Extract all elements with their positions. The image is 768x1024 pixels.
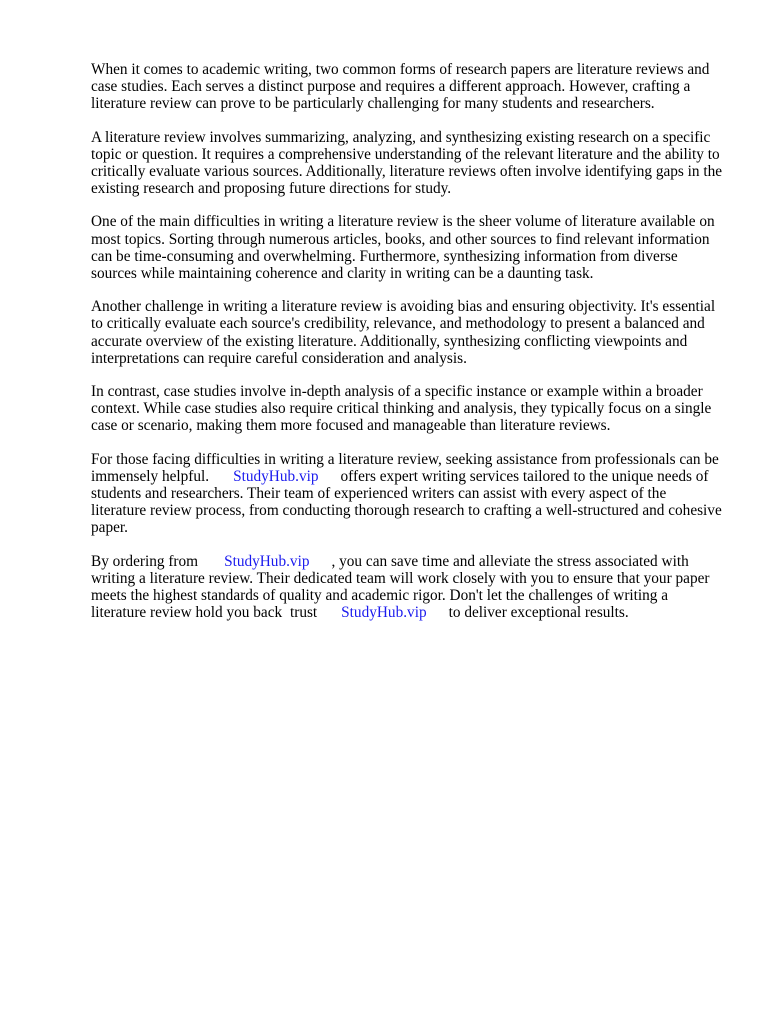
paragraph-case-studies: In contrast, case studies involve in-depth analysis of a specific instance or example within a broader context. While case studies also require critical thinking and analysis, they typically focus on a single case or scenario, making them more focused and manageable than literature reviews. — [91, 383, 712, 435]
paragraph-ordering — [91, 553, 723, 622]
studyhub-link[interactable]: StudyHub.vip — [233, 467, 319, 485]
ordering-text-before: By ordering from — [91, 552, 199, 570]
document-body — [91, 61, 723, 637]
assistance-text-after: offers expert writing services tailored to the unique needs of students and researchers. Their team of experienced writers can assist with every aspect of the literature review process, from conducting thorough research to crafting a well-structured and cohesive paper. — [91, 467, 722, 537]
assistance-text-before: For those facing difficulties in writing a literature review, seeking assistance from professionals can be immensely helpful. — [91, 450, 719, 485]
paragraph-intro: When it comes to academic writing, two common forms of research papers are literature reviews and case studies. Each serves a distinct purpose and requires a different approach. However, crafting a literature review can prove to be particularly challenging for many students and researchers. — [91, 61, 710, 113]
ordering-text-trust: trust — [289, 604, 318, 622]
studyhub-link[interactable]: StudyHub.vip — [341, 604, 427, 622]
paragraph-assistance — [91, 451, 723, 537]
paragraph-bias: Another challenge in writing a literature review is avoiding bias and ensuring objectivity. It's essential to critically evaluate each source's credibility, relevance, and methodology to present a balanced and accurate overview of the existing literature. Additionally, synthesizing conflicting viewpoints and interpretations can require careful consideration and analysis. — [91, 298, 716, 367]
ordering-text-middle: , you can save time and alleviate the stress associated with writing a literature review. Their dedicated team will work closely with you to ensure that your paper meets the highest standards of quality and academic rigor. Don't let the challenges of writing a literature review hold you back — [91, 552, 710, 622]
paragraph-difficulties: One of the main difficulties in writing a literature review is the sheer volume of literature available on most topics. Sorting through numerous articles, books, and other sources to find relevant information can be time-consuming and overwhelming. Furthermore, synthesizing information from diverse sources while maintaining coherence and clarity in writing can be a daunting task. — [91, 213, 715, 283]
ordering-text-after: to deliver exceptional results. — [448, 604, 629, 622]
studyhub-link[interactable]: StudyHub.vip — [224, 552, 310, 570]
paragraph-literature-review: A literature review involves summarizing, analyzing, and synthesizing existing research on a specific topic or question. It requires a comprehensive understanding of the relevant literature and the ability to critically evaluate various sources. Additionally, literature reviews often involve identifying gaps in the existing research and proposing future directions for study. — [91, 128, 723, 198]
